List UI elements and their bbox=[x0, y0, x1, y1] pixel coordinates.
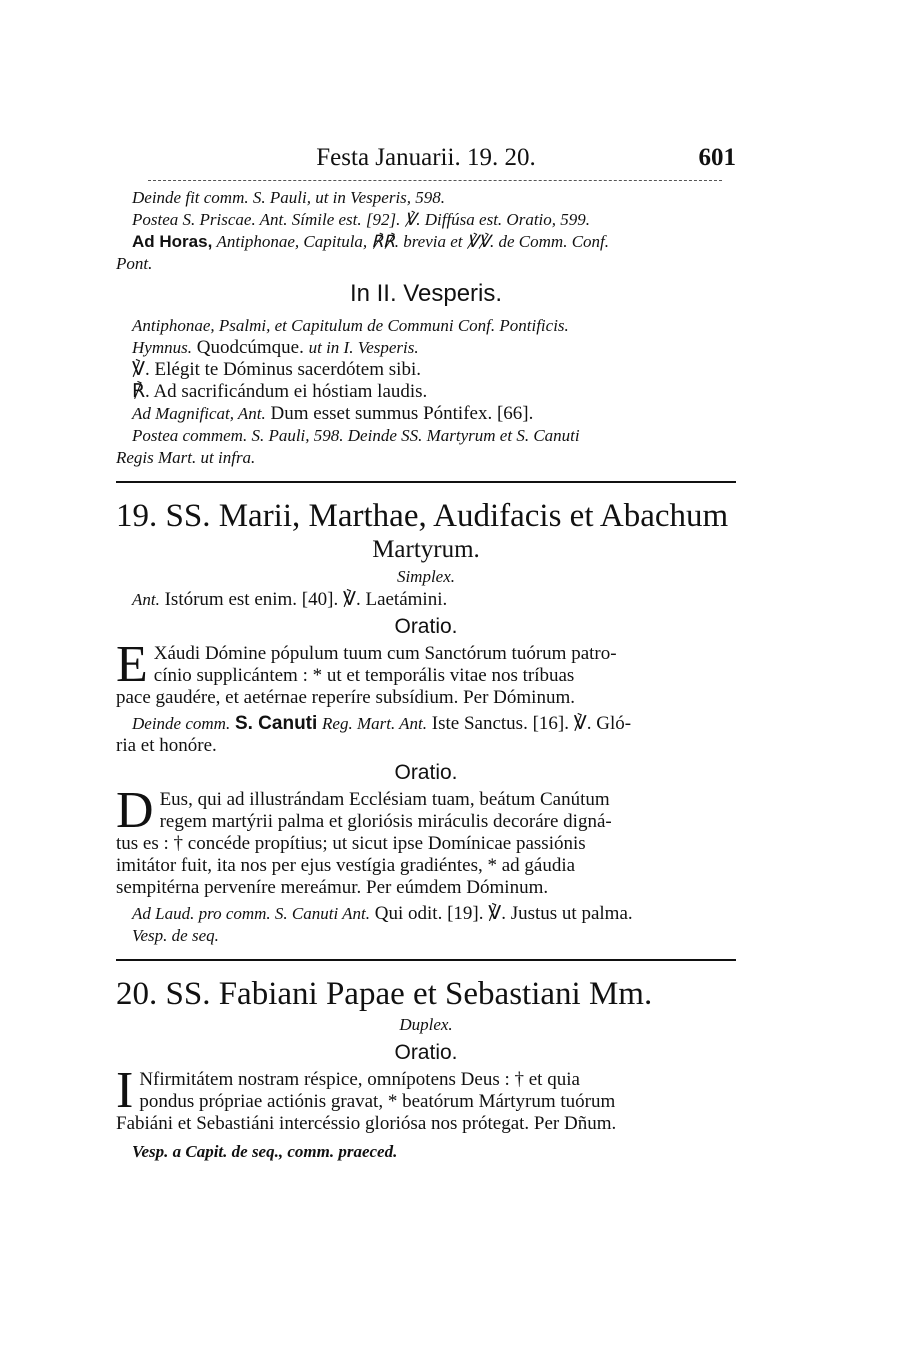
section-19-rank: Simplex. bbox=[396, 567, 456, 586]
page bbox=[116, 140, 736, 1163]
vesp2-line-1: Antiphonae, Psalmi, et Capitulum de Communi Conf. Pontificis. bbox=[132, 316, 569, 335]
intro-line-1: Deinde fit comm. S. Pauli, ut in Vesperis, 598. bbox=[132, 188, 446, 207]
second-vespers-heading: In II. Vesperis. bbox=[349, 280, 503, 307]
commemoration-canuti-cont: ria et honóre. bbox=[116, 735, 217, 756]
vespers-note: Vesp. de seq. bbox=[132, 926, 219, 945]
vesp2-line-5: Ad Magnificat, Ant. Dum esset summus Póntifex. [66]. bbox=[132, 403, 534, 424]
oratio-heading-3: Oratio. bbox=[394, 1041, 458, 1064]
page-number: 601 bbox=[698, 144, 736, 171]
oratio-heading-2: Oratio. bbox=[394, 761, 458, 784]
oratio-2: D Eus, qui ad illustrándam Ecclésiam tuam, beátum Canútum regem martýrii palma et gloriósis miráculis decoráre digná- tus es : † concéde propítius; ut sicut ipse Domínicae passiónis imitátor fuit, ita nos per ejus vestígia gradiéntes, * ad gáudia sempitérna perveníre mereámur. Per eúmdem Dóminum. bbox=[116, 782, 612, 898]
oratio-3: I Nfirmitátem nostram réspice, omnípotens Deus : † et quia pondus própriae actiónis gravat, * beatórum Mártyrum tuórum Fabiáni et Sebastiáni intercéssio gloriósa nos prótegat. Per Dñum. bbox=[116, 1062, 617, 1134]
section-19-title: 19. SS. Marii, Marthae, Audifacis et Abachum bbox=[116, 498, 729, 534]
running-header bbox=[116, 140, 736, 176]
oratio-heading-1: Oratio. bbox=[394, 615, 458, 638]
drop-cap-d: D bbox=[116, 782, 154, 839]
intro-line-2: Postea S. Priscae. Ant. Símile est. [92]. ℣. Diffúsa est. Oratio, 599. bbox=[132, 210, 591, 229]
vesp2-line-2: Hymnus. Quodcúmque. ut in I. Vesperis. bbox=[132, 337, 419, 358]
section-19-antiphon: Ant. Istórum est enim. [40]. ℣. Laetámini. bbox=[132, 589, 448, 610]
response: ℟. Ad sacrificándum ei hóstiam laudis. bbox=[132, 381, 428, 402]
lauds-note: Ad Laud. pro comm. S. Canuti Ant. Qui odit. [19]. ℣. Justus ut palma. bbox=[132, 903, 633, 924]
section-rule-1 bbox=[116, 481, 736, 483]
commemoration-canuti: Deinde comm. S. Canuti Reg. Mart. Ant. Iste Sanctus. [16]. ℣. Gló- bbox=[132, 713, 632, 734]
vesp2-line-7: Regis Mart. ut infra. bbox=[116, 448, 256, 467]
section-20-rank: Duplex. bbox=[399, 1015, 453, 1034]
drop-cap-e: E bbox=[116, 636, 148, 693]
section-20-vespers-note: Vesp. a Capit. de seq., comm. praeced. bbox=[132, 1142, 398, 1161]
vesp2-line-6: Postea commem. S. Pauli, 598. Deinde SS. Martyrum et S. Canuti bbox=[132, 426, 580, 445]
versicle: ℣. Elégit te Dóminus sacerdótem sibi. bbox=[132, 359, 421, 380]
section-rule-2 bbox=[116, 959, 736, 961]
intro-line-3: Ad Horas, Antiphonae, Capitula, ℟℟. brevia et ℣℣. de Comm. Conf. bbox=[132, 232, 610, 251]
drop-cap-i: I bbox=[116, 1062, 134, 1119]
intro-line-4: Pont. bbox=[116, 254, 153, 273]
header-title: Festa Januarii. 19. 20. bbox=[316, 144, 536, 171]
section-19-subtitle: Martyrum. bbox=[372, 536, 480, 563]
section-20-title: 20. SS. Fabiani Papae et Sebastiani Mm. bbox=[116, 976, 653, 1012]
header-rule bbox=[148, 180, 722, 181]
oratio-1: E Xáudi Dómine pópulum tuum cum Sanctórum tuórum patro- cínio supplicántem : * ut et temporális vitae nos tríbuas pace gaudére, et aetérnae reperíre subsídium. Per Dóminum. bbox=[116, 636, 617, 708]
